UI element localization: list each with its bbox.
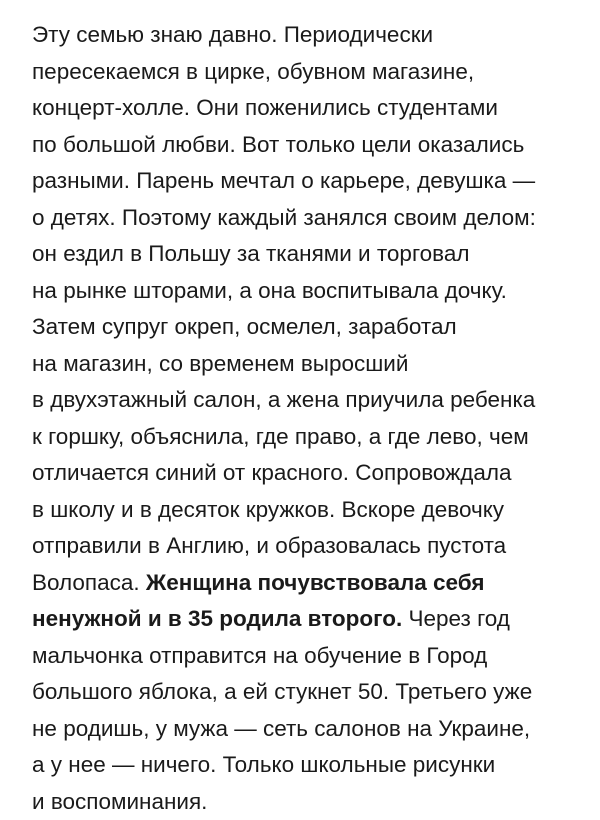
text-line: [32, 528, 592, 565]
text-run: на магазин, со временем выросший: [32, 351, 408, 376]
text-line: [32, 747, 592, 784]
text-line: [32, 784, 592, 820]
text-line: [32, 309, 592, 346]
text-run: отличается синий от красного. Сопровождала: [32, 460, 512, 485]
text-run: Затем супруг окреп, осмелел, заработал: [32, 314, 457, 339]
text-line: [32, 492, 592, 529]
text-line: [32, 17, 592, 54]
text-run: не родишь, у мужа — сеть салонов на Украине,: [32, 716, 530, 741]
article-text: [32, 17, 592, 820]
text-line: [32, 273, 592, 310]
text-run: разными. Парень мечтал о карьере, девушка —: [32, 168, 535, 193]
text-line: [32, 127, 592, 164]
text-run: по большой любви. Вот только цели оказались: [32, 132, 524, 157]
text-line: [32, 236, 592, 273]
text-run: на рынке шторами, а она воспитывала дочку.: [32, 278, 507, 303]
text-line: [32, 455, 592, 492]
text-line: [32, 601, 592, 638]
text-run: Через год: [402, 606, 510, 631]
text-line: [32, 54, 592, 91]
text-run: Волопаса.: [32, 570, 146, 595]
text-line: [32, 638, 592, 675]
text-run: к горшку, объяснила, где право, а где лево, чем: [32, 424, 529, 449]
text-line: [32, 200, 592, 237]
text-run: концерт-холле. Они поженились студентами: [32, 95, 498, 120]
text-run: в школу и в десяток кружков. Вскоре девочку: [32, 497, 504, 522]
text-run: пересекаемся в цирке, обувном магазине,: [32, 59, 474, 84]
text-line: [32, 163, 592, 200]
text-run: и воспоминания.: [32, 789, 207, 814]
text-line: [32, 382, 592, 419]
text-line: [32, 674, 592, 711]
text-run: а у нее — ничего. Только школьные рисунки: [32, 752, 495, 777]
text-line: [32, 419, 592, 456]
text-run: большого яблока, а ей стукнет 50. Третьего уже: [32, 679, 532, 704]
text-line: [32, 90, 592, 127]
bold-text-run: ненужной и в 35 родила второго.: [32, 606, 402, 631]
text-run: Эту семью знаю давно. Периодически: [32, 22, 433, 47]
text-run: мальчонка отправится на обучение в Город: [32, 643, 487, 668]
text-line: [32, 346, 592, 383]
text-run: в двухэтажный салон, а жена приучила ребенка: [32, 387, 535, 412]
text-run: отправили в Англию, и образовалась пустота: [32, 533, 506, 558]
text-run: он ездил в Польшу за тканями и торговал: [32, 241, 470, 266]
text-line: [32, 565, 592, 602]
text-line: [32, 711, 592, 748]
bold-text-run: Женщина почувствовала себя: [146, 570, 485, 595]
text-run: о детях. Поэтому каждый занялся своим делом:: [32, 205, 536, 230]
